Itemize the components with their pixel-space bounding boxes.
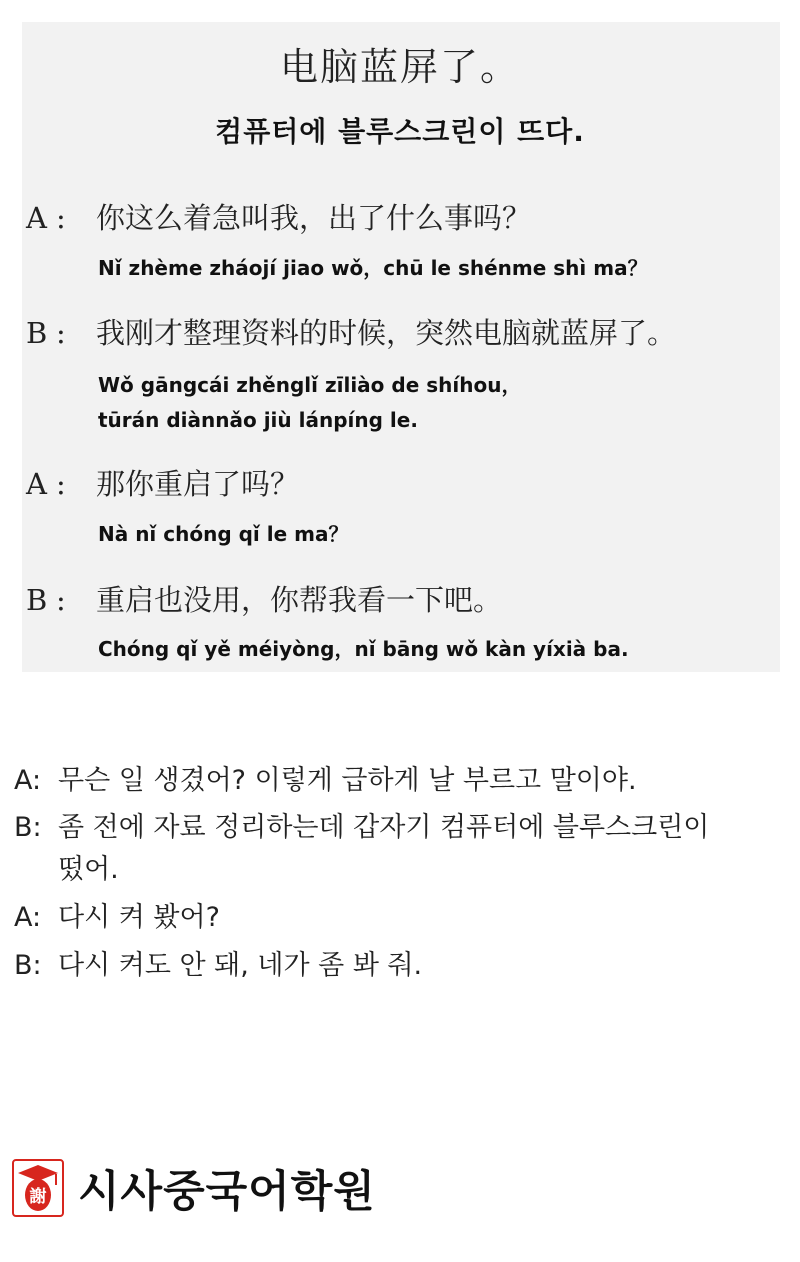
translation-speaker: B: [14,950,42,981]
speaker-colon: : [56,201,66,235]
translation-line-2 [14,805,709,844]
speaker-colon: : [56,316,66,350]
sisa-scholar-logo-icon [12,1159,64,1217]
chinese-title: 电脑蓝屏了。 [279,45,520,89]
korean-title: 컴퓨터에 블루스크린이 뜨다. [215,115,585,148]
pinyin-line: Nǐ zhème zháojí jiao wǒ，chū le shénme shì ma？ [98,256,648,280]
pinyin-line: Wǒ gāngcái zhěnglǐ zīliào de shíhou， [98,373,522,397]
chinese-sentence: 那你重启了吗？ [96,467,300,501]
speaker-label: B [26,583,48,617]
translation-text: 좀 전에 자료 정리하는데 갑자기 컴퓨터에 블루스크린이 [58,812,710,843]
pinyin-line: Nà nǐ chóng qǐ le ma？ [98,522,349,546]
speaker-label: A [26,201,47,235]
logo-mark-graphic [12,1159,64,1217]
translation-continuation: 떴어. [58,854,119,885]
translation-speaker: A: [14,765,42,796]
pinyin-line: Chóng qǐ yě méiyòng，nǐ bāng wǒ kàn yíxià ba. [98,637,629,661]
speaker-colon: : [56,583,66,617]
translation-text: 다시 켜 봤어? [58,902,220,933]
speaker-label: B [26,316,48,350]
translation-speaker: A: [14,902,42,933]
translation-line-3 [14,895,220,934]
dialogue-line-4 [26,578,502,619]
translation-text: 다시 켜도 안 돼, 네가 좀 봐 줘. [58,950,423,981]
dialogue-line-2 [26,311,676,352]
brand-name: 시사중국어학원 [78,1166,376,1217]
translation-line-1 [14,758,637,797]
brand-logo [12,1156,376,1220]
chinese-sentence: 我刚才整理资料的时候，突然电脑就蓝屏了。 [96,316,677,350]
translation-text: 무슨 일 생겼어? 이렇게 급하게 날 부르고 말이야. [58,765,637,796]
translation-line-4 [14,943,422,982]
chinese-sentence: 你这么着急叫我，出了什么事吗？ [96,201,532,235]
logo-glyph: 謝 [29,1187,47,1207]
speaker-label: A [26,467,47,501]
chinese-sentence: 重启也没用，你帮我看一下吧。 [96,583,503,617]
pinyin-line: tūrán diànnǎo jiù lánpíng le. [98,408,418,432]
translation-speaker: B: [14,812,42,843]
dialogue-line-1 [26,196,531,237]
speaker-colon: : [56,467,66,501]
dialogue-line-3 [26,462,299,503]
